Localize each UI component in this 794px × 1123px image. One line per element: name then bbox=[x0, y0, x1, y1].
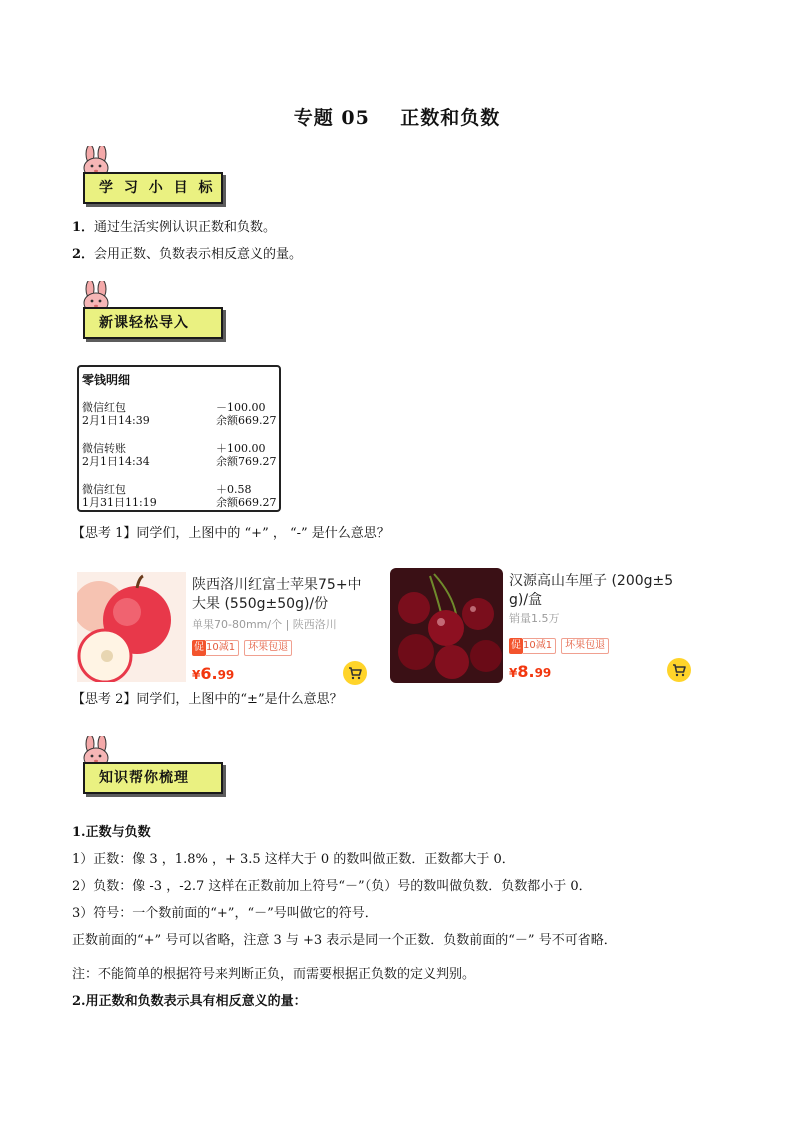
apple-image bbox=[77, 572, 186, 682]
knowledge-line: 1）正数：像 3 ，1.8% ，+ 3.5 这样大于 0 的数叫做正数．正数都大于 0． bbox=[72, 852, 515, 867]
think-question-1: 【思考 1】同学们，上图中的 “+” ， “-” 是什么意思？ bbox=[72, 526, 390, 541]
product-title: 陕西洛川红富士苹果75+中 大果 (550g±50g)/份 bbox=[192, 577, 362, 612]
page-title: 专题 05 正数和负数 bbox=[293, 107, 501, 129]
promo-tag: 促 bbox=[192, 640, 206, 656]
knowledge-line: 正数前面的“+” 号可以省略，注意 3 与 +3 表示是同一个正数．负数前面的“－” 号不可省略． bbox=[72, 933, 617, 948]
product-tags bbox=[509, 638, 609, 654]
wallet-row-amount: －100.00 bbox=[216, 401, 266, 414]
wallet-row-date: 2月1日14:39 bbox=[82, 414, 150, 427]
discount-tag: 10减1 bbox=[523, 638, 556, 654]
section-badge-intro bbox=[77, 283, 229, 343]
section-badge-knowledge bbox=[77, 738, 229, 798]
cherry-image bbox=[390, 568, 503, 683]
product-title: 汉源高山车厘子 (200g±5 g)/盒 bbox=[509, 573, 674, 608]
product-price: ¥6.99 bbox=[192, 664, 235, 683]
wallet-row-name: 微信红包 bbox=[82, 401, 126, 414]
wallet-row-name: 微信红包 bbox=[82, 483, 126, 496]
wallet-row-balance: 余额669.27 bbox=[216, 414, 277, 427]
return-tag: 坏果包退 bbox=[561, 638, 609, 654]
knowledge-heading-2: 2.用正数和负数表示具有相反意义的量： bbox=[72, 994, 307, 1009]
discount-tag: 10减1 bbox=[206, 640, 239, 656]
product-tags bbox=[192, 640, 292, 656]
wallet-title: 零钱明细 bbox=[82, 373, 131, 387]
wallet-details bbox=[77, 365, 281, 512]
product-subtitle: 销量1.5万 bbox=[509, 612, 560, 625]
promo-tag: 促 bbox=[509, 638, 523, 654]
product-card-cherry[interactable] bbox=[390, 568, 696, 684]
add-to-cart-button[interactable] bbox=[667, 658, 691, 682]
product-card-apple[interactable] bbox=[77, 572, 373, 684]
knowledge-note: 注：不能简单的根据符号来判断正负，而需要根据正负数的定义判别。 bbox=[72, 967, 476, 982]
knowledge-heading-1: 1.正数与负数 bbox=[72, 825, 151, 840]
goal-item: 2．会用正数、负数表示相反意义的量。 bbox=[72, 247, 303, 262]
knowledge-line: 2）负数：像 -3 ，-2.7 这样在正数前加上符号“－”（负）号的数叫做负数．负数都小于 0． bbox=[72, 879, 592, 894]
product-subtitle: 单果70-80mm/个 | 陕西洛川 bbox=[192, 618, 337, 631]
wallet-row-amount: ＋100.00 bbox=[216, 442, 266, 455]
wallet-row-balance: 余额769.27 bbox=[216, 455, 277, 468]
return-tag: 坏果包退 bbox=[244, 640, 292, 656]
badge-label: 学 习 小 目 标 bbox=[83, 172, 223, 204]
wallet-row-amount: ＋0.58 bbox=[216, 483, 252, 496]
badge-label: 知识帮你梳理 bbox=[83, 762, 223, 794]
wallet-row-balance: 余额669.27 bbox=[216, 496, 277, 509]
goal-item: 1．通过生活实例认识正数和负数。 bbox=[72, 220, 277, 235]
add-to-cart-button[interactable] bbox=[343, 661, 367, 685]
cart-icon bbox=[343, 661, 367, 685]
badge-label: 新课轻松导入 bbox=[83, 307, 223, 339]
knowledge-line: 3）符号：一个数前面的“+”，“－”号叫做它的符号． bbox=[72, 906, 378, 921]
cart-icon bbox=[667, 658, 691, 682]
wallet-row-date: 2月1日14:34 bbox=[82, 455, 150, 468]
product-price: ¥8.99 bbox=[509, 662, 552, 681]
wallet-row-name: 微信转账 bbox=[82, 442, 126, 455]
section-badge-goals bbox=[77, 148, 229, 208]
wallet-row-date: 1月31日11:19 bbox=[82, 496, 157, 509]
think-question-2: 【思考 2】同学们，上图中的“±”是什么意思？ bbox=[72, 692, 343, 707]
